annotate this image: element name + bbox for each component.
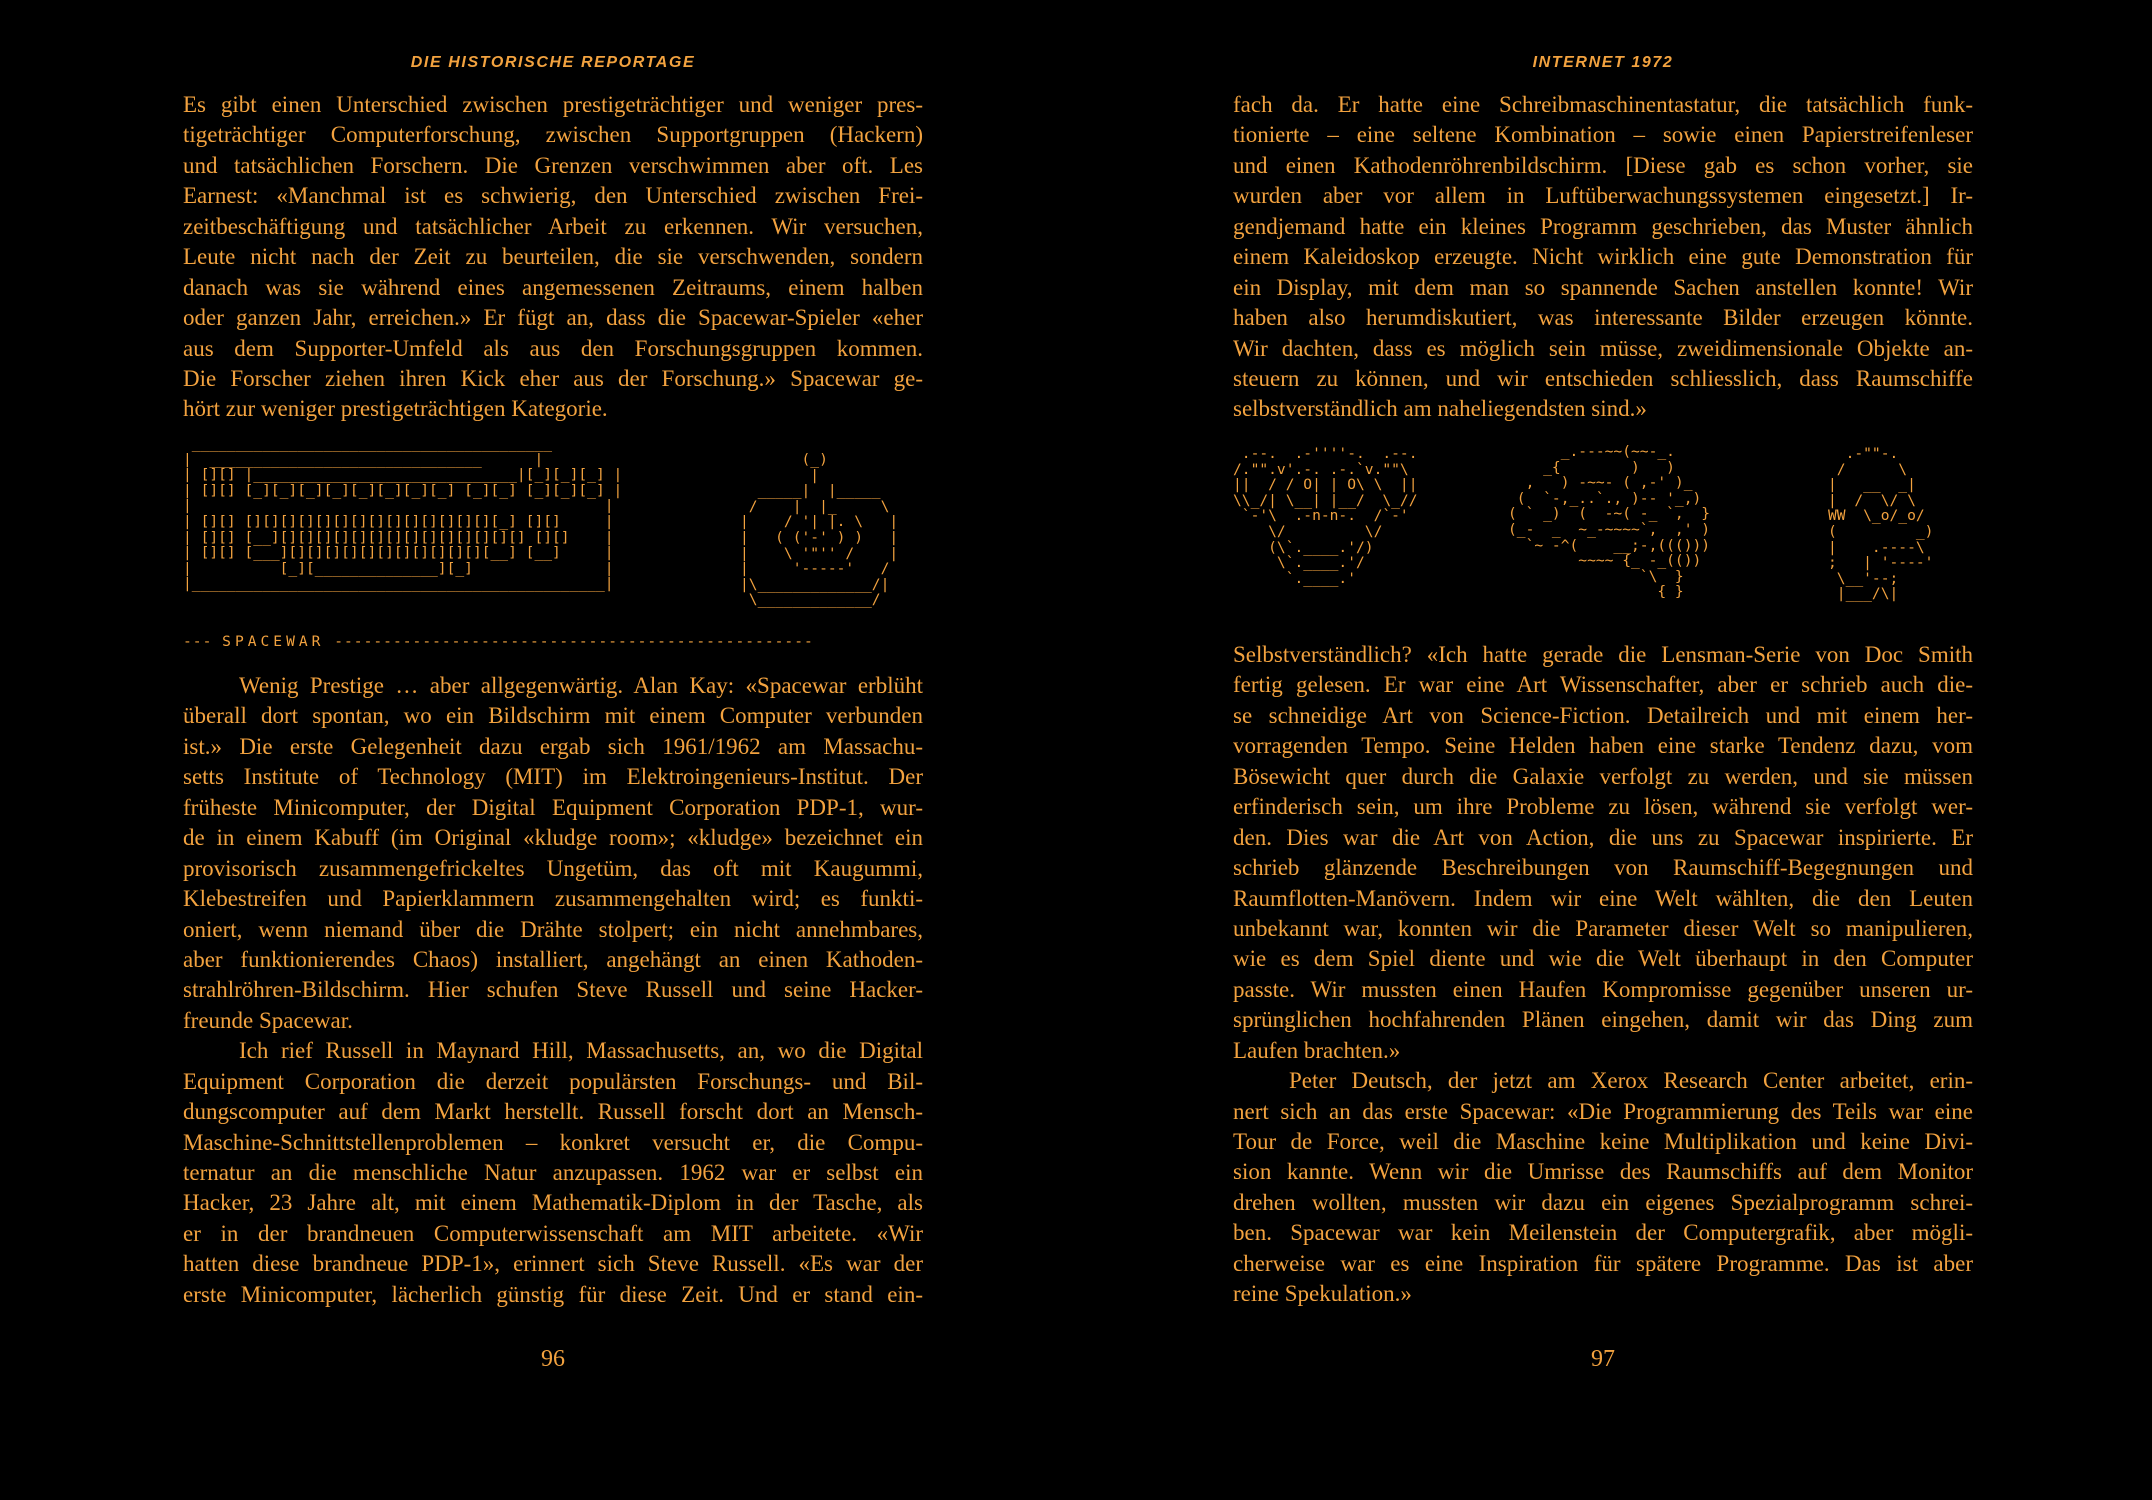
text-line: Wenig Prestige … aber allgegenwärtig. Alan Kay: «Spacewar erblüht xyxy=(239,673,923,698)
ascii-monitor-art: (_) | _____| |_____ / | |_ \ | / '| |. \ | | ( ('-' ) ) | | \ '"'' / | | '-----' / |\_____________/| \_____________/ xyxy=(740,451,899,609)
text-line: den. Dies war die Art von Action, die uns zu Spacewar inspirierte. Er xyxy=(1233,824,1973,850)
text-line: danach was sie während eines angemessenen Zeitraums, einem halben xyxy=(183,274,923,300)
text-line: wie es dem Spiel diente und wie die Welt überhaupt in den Computer xyxy=(1233,946,1973,972)
right-paragraph-1 xyxy=(1233,90,1973,425)
text-line: Tour de Force, weil die Maschine keine Multiplikation und keine Divi- xyxy=(1233,1129,1973,1154)
figure-caption xyxy=(183,634,814,650)
text-line: Earnest: «Manchmal ist es schwierig, den Unterschied zwischen Frei- xyxy=(183,183,923,209)
caption-label: SPACEWAR xyxy=(222,633,325,650)
text-line: und tatsächlichen Forschern. Die Grenzen verschwimmen aber oft. Les xyxy=(183,152,923,178)
page-number-left: 96 xyxy=(541,1346,565,1372)
text-line: drehen wollten, mussten wir dazu ein eigenes Spezialprogramm schrei- xyxy=(1233,1189,1973,1215)
text-line: vorragenden Tempo. Seine Helden haben eine starke Tendenz dazu, vom xyxy=(1233,733,1973,759)
caption-suffix: ------------------------------------------------- xyxy=(324,633,814,650)
text-line: selbstverständlich am naheliegendsten sind.» xyxy=(1233,396,1647,422)
text-line: ein Display, mit dem man so spannende Sachen anstellen konnte! Wir xyxy=(1233,274,1973,300)
text-line: ist.» Die erste Gelegenheit dazu ergab sich 1961/1962 am Massachu- xyxy=(183,733,923,759)
text-line: cherweise war es eine Inspiration für spätere Programme. Das ist aber xyxy=(1233,1250,1973,1276)
text-line: nert sich an das erste Spacewar: «Die Programmierung des Teils war eine xyxy=(1233,1098,1973,1124)
text-line: passte. Wir mussten einen Haufen Kompromisse gegenüber unseren ur- xyxy=(1233,976,1973,1002)
text-line: de in einem Kabuff (im Original «kludge room»; «kludge» bezeichnet ein xyxy=(183,825,923,851)
text-line: aus dem Supporter-Umfeld als aus den Forschungsgruppen kommen. xyxy=(183,335,923,361)
left-paragraph-1 xyxy=(183,90,923,425)
text-line: aber funktionierendes Chaos) installiert, angehängt an einen Kathoden- xyxy=(183,946,923,972)
text-line: dungscomputer auf dem Markt herstellt. Russell forscht dort an Mensch- xyxy=(183,1099,923,1125)
text-line: Bösewicht quer durch die Galaxie verfolgt zu werden, und sie müssen xyxy=(1233,763,1973,789)
text-line: erste Minicomputer, lächerlich günstig für diese Zeit. Und er stand ein- xyxy=(183,1281,923,1307)
text-line: wurden aber vor allem in Luftüberwachungssystemen eingesetzt.] Ir- xyxy=(1233,183,1973,209)
caption-prefix: --- xyxy=(183,633,223,650)
text-line: tionierte – eine seltene Kombination – sowie einen Papierstreifenleser xyxy=(1233,122,1973,148)
text-line: haben also herumdiskutiert, was interessante Bilder erzeugen könnte. xyxy=(1233,305,1973,331)
text-line: zeitbeschäftigung und tatsächlicher Arbeit zu erkennen. Wir versuchen, xyxy=(183,213,923,239)
text-line: sion kannte. Wenn wir die Umrisse des Raumschiffs auf dem Monitor xyxy=(1233,1159,1973,1185)
text-line: fertig gelesen. Er war eine Art Wissenschafter, aber er schrieb auch die- xyxy=(1233,672,1973,698)
text-line: Maschine-Schnittstellenproblemen – konkret versucht er, die Compu- xyxy=(183,1129,923,1155)
text-line: freunde Spacewar. xyxy=(183,1007,353,1033)
text-line: steuern zu können, und wir entschieden schliesslich, dass Raumschiffe xyxy=(1233,365,1973,391)
text-line: unbekannt war, konnten wir die Parameter dieser Welt so manipulieren, xyxy=(1233,915,1973,941)
left-paragraph-2 xyxy=(183,671,923,1310)
text-line: Laufen brachten.» xyxy=(1233,1037,1401,1063)
right-page xyxy=(1076,0,2152,1500)
text-line: hört zur weniger prestigeträchtigen Kategorie. xyxy=(183,396,608,422)
text-line: Es gibt einen Unterschied zwischen prestigeträchtiger und weniger pres- xyxy=(183,92,923,117)
text-line: ben. Spacewar war kein Meilenstein der Computergrafik, aber mögli- xyxy=(1233,1220,1973,1246)
ascii-head-art-2: _.---~~(~~-_. _{ ) ) , ) -~~- ( ,-' )_ ( `-,_..`., )-- '_,) ( ` _) ( -~( -_ `, } (_- _ ~_-~~~~`, ,' ) `~ -^( __;-,((())) ~~~~ {_ -_(()) `\ } { } xyxy=(1508,443,1711,601)
text-line: strahlröhren-Bildschirm. Hier schufen Steve Russell und seine Hacker- xyxy=(183,977,923,1003)
right-paragraph-2 xyxy=(1233,640,1973,1310)
text-line: schrieb glänzende Beschreibungen von Raumschiff-Begegnungen und xyxy=(1233,855,1973,881)
text-line: Selbstverständlich? «Ich hatte gerade die Lensman-Serie von Doc Smith xyxy=(1233,642,1973,667)
text-line: ternatur an die menschliche Natur anzupassen. 1962 war er selbst ein xyxy=(183,1160,923,1185)
text-line: hatten diese brandneue PDP-1», erinnert sich Steve Russell. «Es war der xyxy=(183,1251,923,1277)
text-line: Wir dachten, dass es möglich sein müsse, zweidimensionale Objekte an- xyxy=(1233,335,1973,361)
text-line: Die Forscher ziehen ihren Kick eher aus der Forschung.» Spacewar ge- xyxy=(183,365,923,391)
text-line: Ich rief Russell in Maynard Hill, Massachusetts, an, wo die Digital xyxy=(239,1038,923,1064)
ascii-head-art-1: .--. .-''''-. .--. /."".v'.-. .-.`v.""\ || / / O| | O\ \ || \\_/| \__| |__/ \_// `-'\ .-n-n-. /`-' \/ \/ (\`.____.'/) \`.____.'/ `.____.' xyxy=(1233,445,1418,587)
text-line: setts Institute of Technology (MIT) im Elektroingenieurs-Institut. Der xyxy=(183,764,923,790)
text-line: Hacker, 23 Jahre alt, mit einem Mathematik-Diplom in der Tasche, als xyxy=(183,1190,923,1216)
text-line: provisorisch zusammengefrickeltes Ungetüm, das oft mit Kaugummi, xyxy=(183,855,923,881)
text-line: Peter Deutsch, der jetzt am Xerox Research Center arbeitet, erin- xyxy=(1289,1068,1973,1094)
text-line: se schneidige Art von Science-Fiction. Detailreich und mit einem her- xyxy=(1233,702,1973,728)
ascii-head-art-3: .-""-. / \ | __ _| | / \/ \ WW \_o/_o/ ( _) | .----\ ; | '----' \__'--; |___/\| xyxy=(1828,445,1934,603)
text-line: und einen Kathodenröhrenbildschirm. [Diese gab es schon vorher, sie xyxy=(1233,152,1973,178)
running-head-left: DIE HISTORISCHE REPORTAGE xyxy=(410,54,696,71)
text-line: Equipment Corporation die derzeit populärsten Forschungs- und Bil- xyxy=(183,1068,923,1094)
text-line: oniert, wenn niemand über die Drähte stolpert; ein nicht annehmbares, xyxy=(183,916,923,942)
text-line: sprünglichen hochfahrenden Plänen eingehen, damit wir das Ding zum xyxy=(1233,1007,1973,1033)
text-line: früheste Minicomputer, der Digital Equipment Corporation PDP-1, wur- xyxy=(183,794,923,820)
text-line: Klebestreifen und Papierklammern zusammengehalten wird; es funkti- xyxy=(183,886,923,912)
page-number-right: 97 xyxy=(1591,1346,1615,1372)
text-line: er in der brandneuen Computerwissenschaft am MIT arbeitete. «Wir xyxy=(183,1220,923,1246)
ascii-keyboard-art: _________________________________________ | _______________________________ | | [][] |______________________________|[_][_][_] | | [][] [_][_][_][_][_][_][_][_] [_][_] [_][_][_] | | | | [][] [][][][][][][][][][][][][][][_] [][] | | [][] [__][][][][][][][][][][][][][][] [][] | | [][] [___][][][][][][][][][][][][__] [__] | | [_][______________][_] | |_______________________________________________| xyxy=(183,435,623,593)
text-line: oder ganzen Jahr, erreichen.» Er fügt an, dass die Spacewar-Spieler «eher xyxy=(183,305,923,331)
text-line: Raumflotten-Manövern. Indem wir eine Welt wählten, die den Leuten xyxy=(1233,885,1973,911)
text-line: einem Kaleidoskop erzeugte. Nicht wirklich eine gute Demonstration für xyxy=(1233,244,1973,270)
running-head-right: INTERNET 1972 xyxy=(1532,54,1674,71)
text-line: erfinderisch sein, um ihre Probleme zu lösen, während sie verfolgt wer- xyxy=(1233,794,1973,820)
text-line: überall dort spontan, wo ein Bildschirm mit einem Computer verbunden xyxy=(183,703,923,729)
text-line: fach da. Er hatte eine Schreibmaschinentastatur, die tatsächlich funk- xyxy=(1233,92,1973,117)
text-line: reine Spekulation.» xyxy=(1233,1281,1412,1307)
text-line: tigeträchtiger Computerforschung, zwischen Supportgruppen (Hackern) xyxy=(183,122,923,148)
text-line: Leute nicht nach der Zeit zu beurteilen, die sie verschwenden, sondern xyxy=(183,244,923,270)
text-line: gendjemand hatte ein kleines Programm geschrieben, das Muster ähnlich xyxy=(1233,213,1973,239)
